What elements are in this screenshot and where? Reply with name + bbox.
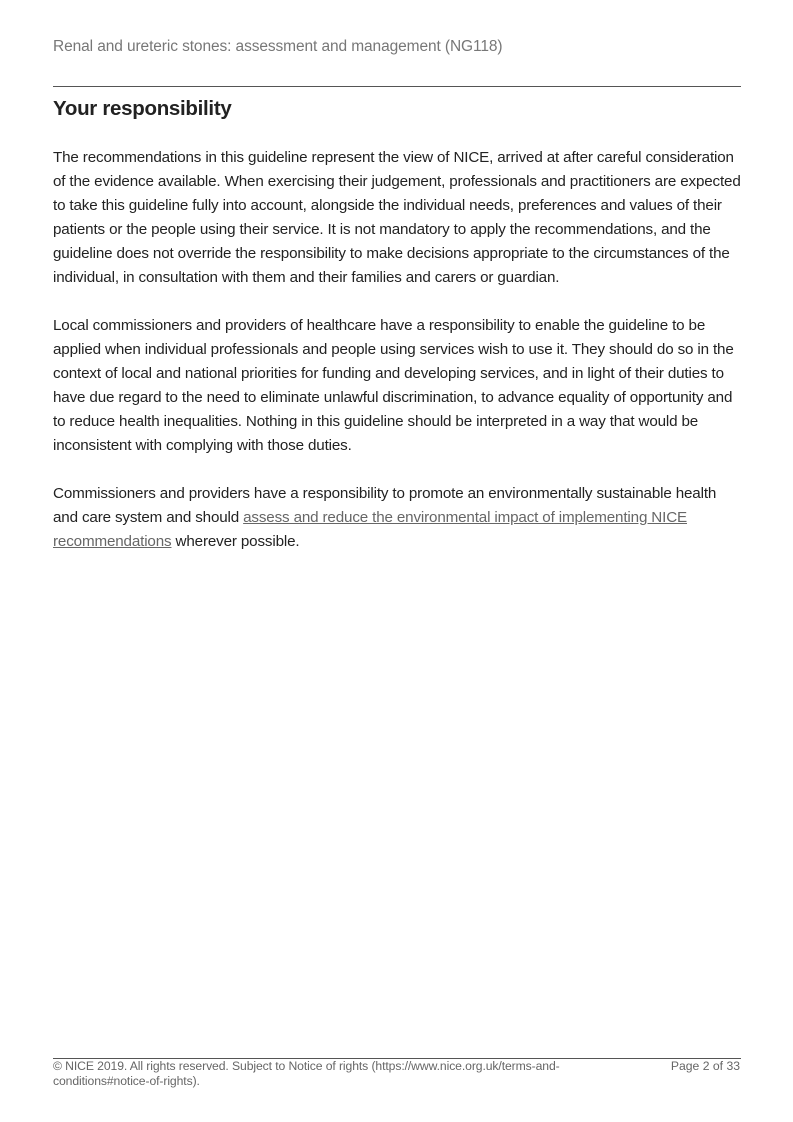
paragraph-responsibility: The recommendations in this guideline represent the view of NICE, arrived at after careful consideration of the evidence available. When exercising their judgement, professionals and practitioners are expected to take this guideline fully into account, alongside the individual needs, preferences and values of their patients or the people using their service. It is not mandatory to apply the recommendations, and the guideline does not override the responsibility to make decisions appropriate to the circumstances of the individual, in consultation with them and their families and carers or guardian. [53,149,741,286]
environmental-impact-link[interactable]: assess and reduce the environmental impact of implementing NICE recommendations [53,509,687,550]
running-header: Renal and ureteric stones: assessment and management (NG118) [53,38,503,55]
paragraph-commissioners: Local commissioners and providers of healthcare have a responsibility to enable the guideline to be applied when individual professionals and people using services wish to use it. They should do so in the context of local and national priorities for funding and developing services, and in light of their duties to have due regard to the need to eliminate unlawful discrimination, to advance equality of opportunity and to reduce health inequalities. Nothing in this guideline should be interpreted in a way that would be inconsistent with complying with those duties. [53,317,734,454]
header-divider [53,86,741,87]
paragraph-environment-text-after: wherever possible. [171,533,300,550]
page-number: Page 2 of 33 [670,1059,740,1073]
footer-copyright: © NICE 2019. All rights reserved. Subject to Notice of rights (https://www.nice.org.uk/terms-and-conditions#notice-of-rights). [53,1059,560,1088]
section-body [53,146,743,578]
paragraph-environment-text-before: Commissioners and providers have a responsibility to promote an environmentally sustainable health and care system and should [53,485,717,526]
paragraph-environment [53,482,743,554]
section-title: Your responsibility [53,97,232,120]
